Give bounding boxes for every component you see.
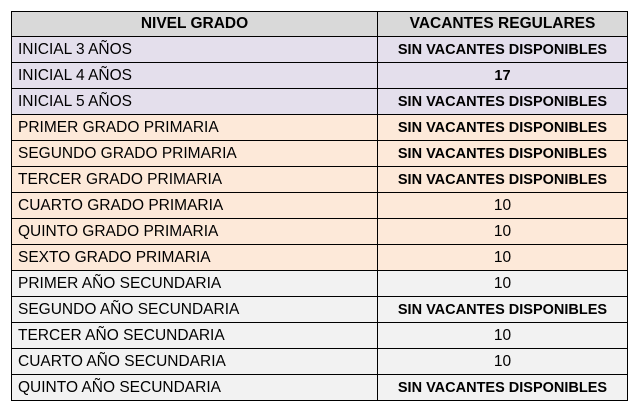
vacantes-cell: SIN VACANTES DISPONIBLES — [378, 37, 628, 63]
header-nivel-grado: NIVEL GRADO — [12, 12, 378, 37]
table-row — [12, 323, 628, 349]
vacantes-cell: 10 — [378, 349, 628, 375]
table-row — [12, 271, 628, 297]
nivel-cell: TERCER AÑO SECUNDARIA — [12, 323, 378, 349]
nivel-cell: PRIMER AÑO SECUNDARIA — [12, 271, 378, 297]
vacantes-cell: SIN VACANTES DISPONIBLES — [378, 141, 628, 167]
vacantes-cell: 10 — [378, 323, 628, 349]
table-row — [12, 167, 628, 193]
table-row — [12, 193, 628, 219]
vacantes-cell: SIN VACANTES DISPONIBLES — [378, 297, 628, 323]
table-row — [12, 141, 628, 167]
vacantes-cell: 10 — [378, 193, 628, 219]
nivel-cell: CUARTO GRADO PRIMARIA — [12, 193, 378, 219]
nivel-cell: INICIAL 3 AÑOS — [12, 37, 378, 63]
table-row — [12, 219, 628, 245]
table-row — [12, 245, 628, 271]
vacantes-cell: 10 — [378, 245, 628, 271]
nivel-cell: CUARTO AÑO SECUNDARIA — [12, 349, 378, 375]
nivel-cell: QUINTO AÑO SECUNDARIA — [12, 375, 378, 401]
table-row — [12, 63, 628, 89]
table-row — [12, 115, 628, 141]
table-row — [12, 89, 628, 115]
vacantes-cell: 10 — [378, 271, 628, 297]
nivel-cell: SEGUNDO AÑO SECUNDARIA — [12, 297, 378, 323]
vacantes-cell: 17 — [378, 63, 628, 89]
vacantes-cell: 10 — [378, 219, 628, 245]
table-row — [12, 297, 628, 323]
table-header-row — [12, 12, 628, 37]
table-row — [12, 349, 628, 375]
header-vacantes-regulares: VACANTES REGULARES — [378, 12, 628, 37]
nivel-cell: INICIAL 5 AÑOS — [12, 89, 378, 115]
table-row — [12, 37, 628, 63]
vacantes-cell: SIN VACANTES DISPONIBLES — [378, 115, 628, 141]
vacantes-cell: SIN VACANTES DISPONIBLES — [378, 167, 628, 193]
vacantes-cell: SIN VACANTES DISPONIBLES — [378, 375, 628, 401]
nivel-cell: QUINTO GRADO PRIMARIA — [12, 219, 378, 245]
nivel-cell: PRIMER GRADO PRIMARIA — [12, 115, 378, 141]
vacancies-table — [11, 11, 628, 401]
nivel-cell: INICIAL 4 AÑOS — [12, 63, 378, 89]
table-row — [12, 375, 628, 401]
nivel-cell: SEGUNDO GRADO PRIMARIA — [12, 141, 378, 167]
nivel-cell: TERCER GRADO PRIMARIA — [12, 167, 378, 193]
vacantes-cell: SIN VACANTES DISPONIBLES — [378, 89, 628, 115]
table-body — [12, 37, 628, 401]
nivel-cell: SEXTO GRADO PRIMARIA — [12, 245, 378, 271]
